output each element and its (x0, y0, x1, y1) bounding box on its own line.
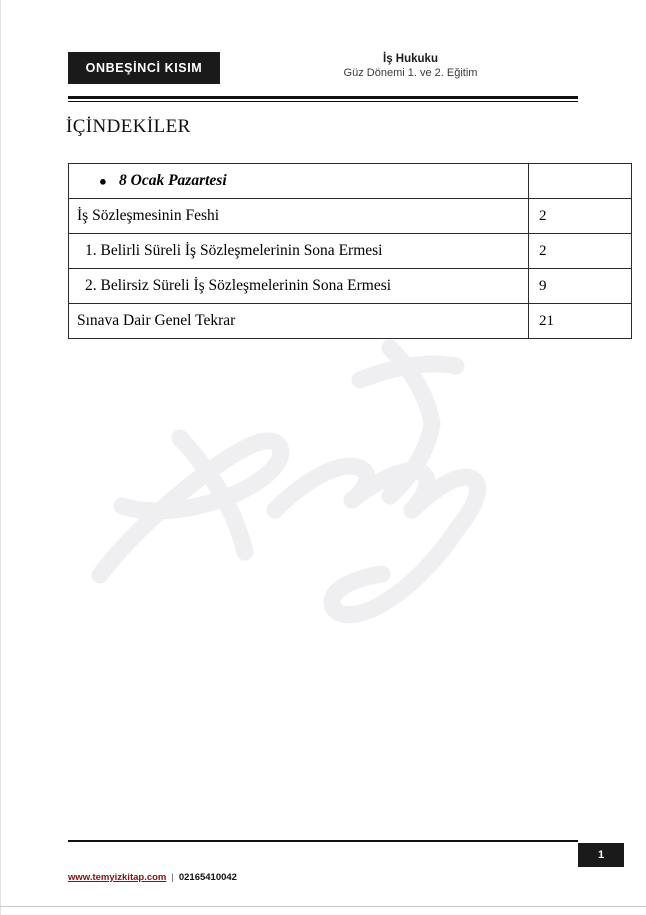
footer-separator: | (171, 872, 174, 883)
toc-entry-page (529, 164, 632, 199)
toc-entry-text: 8 Ocak Pazartesi (119, 172, 227, 189)
page-bottom-border (0, 906, 646, 907)
table-row (69, 164, 632, 199)
toc-entry-page: 21 (529, 304, 632, 339)
header-rule-thin (68, 101, 578, 102)
header-title-group (243, 52, 578, 81)
footer-phone: 02165410042 (178, 872, 237, 883)
header-rule-thick (68, 96, 578, 99)
watermark-logo (60, 320, 540, 650)
toc-entry-label: Sınava Dair Genel Tekrar (69, 304, 529, 339)
page-title: İÇİNDEKİLER (66, 116, 191, 137)
table-row (69, 234, 632, 269)
header-title-sub: Güz Dönemi 1. ve 2. Eğitim (343, 67, 478, 79)
bullet-icon: ● (99, 173, 107, 189)
page-left-border (0, 0, 1, 915)
toc-entry-page: 9 (529, 269, 632, 304)
footer-meta (68, 872, 237, 883)
table-of-contents (68, 163, 632, 339)
footer-rule (68, 840, 578, 842)
toc-entry-page: 2 (529, 199, 632, 234)
toc-entry-page: 2 (529, 234, 632, 269)
toc-entry-label: 2. Belirsiz Süreli İş Sözleşmelerinin Sona Ermesi (69, 269, 529, 304)
toc-entry-label (69, 164, 529, 199)
page-number-badge: 1 (578, 843, 624, 867)
table-row (69, 269, 632, 304)
footer-website-link[interactable]: www.temyizkitap.com (68, 872, 167, 883)
table-row (69, 304, 632, 339)
table-row (69, 199, 632, 234)
document-header (68, 52, 578, 96)
section-tag-badge: ONBEŞİNCİ KISIM (68, 52, 220, 84)
toc-entry-label: İş Sözleşmesinin Feshi (69, 199, 529, 234)
header-title-main: İş Hukuku (383, 53, 438, 65)
toc-entry-label: 1. Belirli Süreli İş Sözleşmelerinin Sona Ermesi (69, 234, 529, 269)
